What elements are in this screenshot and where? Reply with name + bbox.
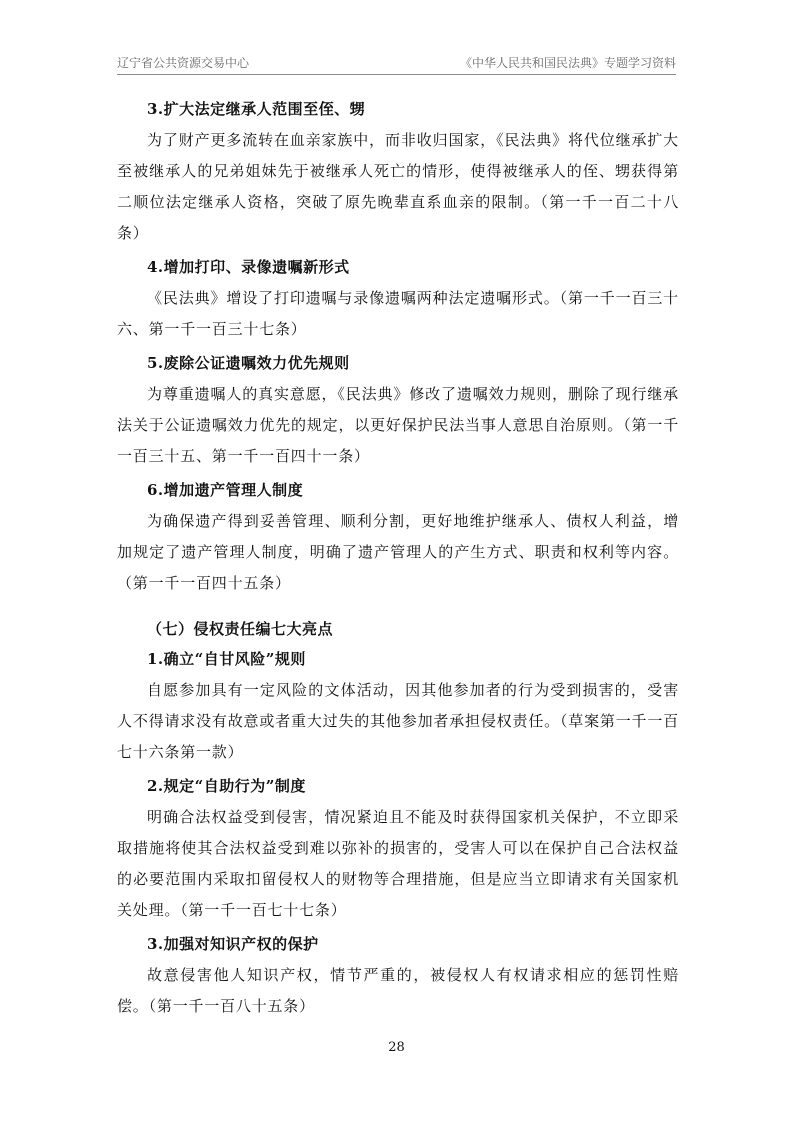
- page-header: [117, 52, 676, 75]
- header-organization: 辽宁省公共资源交易中心: [117, 56, 250, 70]
- paragraph: 为了财产更多流转在血亲家族中，而非收归国家，《民法典》将代位继承扩大至被继承人的兄弟姐妹先于被继承人死亡的情形，使得被继承人的侄、甥获得第二顺位法定继承人资格，突破了原先晚辈直系血亲的限制。（第一千一百二十八条）: [117, 131, 679, 242]
- section-title: （七）侵权责任编七大亮点: [147, 620, 334, 638]
- subsection-heading: 5.废除公证遗嘱效力优先规则: [147, 354, 350, 372]
- paragraph: 明确合法权益受到侵害，情况紧迫且不能及时获得国家机关保护，不立即采取措施将使其合法权益受到难以弥补的损害的，受害人可以在保护自己合法权益的必要范围内采取扣留侵权人的财物等合理措施，但是应当立即请求有关国家机关处理。（第一千一百七十七条）: [117, 808, 679, 919]
- subsection-heading: 4.增加打印、录像遗嘱新形式: [147, 258, 350, 276]
- subsection-heading: 6.增加遗产管理人制度: [147, 481, 304, 499]
- subsection-heading: 3.扩大法定继承人范围至侄、甥: [147, 100, 366, 118]
- paragraph: 自愿参加具有一定风险的文体活动，因其他参加者的行为受到损害的，受害人不得请求没有故意或者重大过失的其他参加者承担侵权责任。（草案第一千一百七十六条第一款）: [117, 681, 679, 761]
- page-number: 28: [388, 1040, 405, 1055]
- page-content: [117, 97, 679, 1022]
- paragraph: 故意侵害他人知识产权，情节严重的，被侵权人有权请求相应的惩罚性赔偿。（第一千一百八十五条）: [117, 966, 679, 1015]
- subsection-heading: 1.确立“自甘风险”规则: [147, 650, 306, 668]
- header-document-title: 《中华人民共和国民法典》专题学习资料: [459, 56, 676, 70]
- paragraph: 为确保遗产得到妥善管理、顺利分割，更好地维护继承人、债权人利益，增加规定了遗产管理人制度，明确了遗产管理人的产生方式、职责和权利等内容。（第一千一百四十五条）: [117, 512, 679, 592]
- paragraph: 《民法典》增设了打印遗嘱与录像遗嘱两种法定遗嘱形式。（第一千一百三十六、第一千一百三十七条）: [117, 289, 679, 338]
- paragraph: 为尊重遗嘱人的真实意愿，《民法典》修改了遗嘱效力规则，删除了现行继承法关于公证遗嘱效力优先的规定，以更好保护民法当事人意思自治原则。（第一千一百三十五、第一千一百四十一条）: [117, 385, 679, 465]
- subsection-heading: 2.规定“自助行为”制度: [147, 777, 306, 795]
- subsection-heading: 3.加强对知识产权的保护: [147, 935, 319, 953]
